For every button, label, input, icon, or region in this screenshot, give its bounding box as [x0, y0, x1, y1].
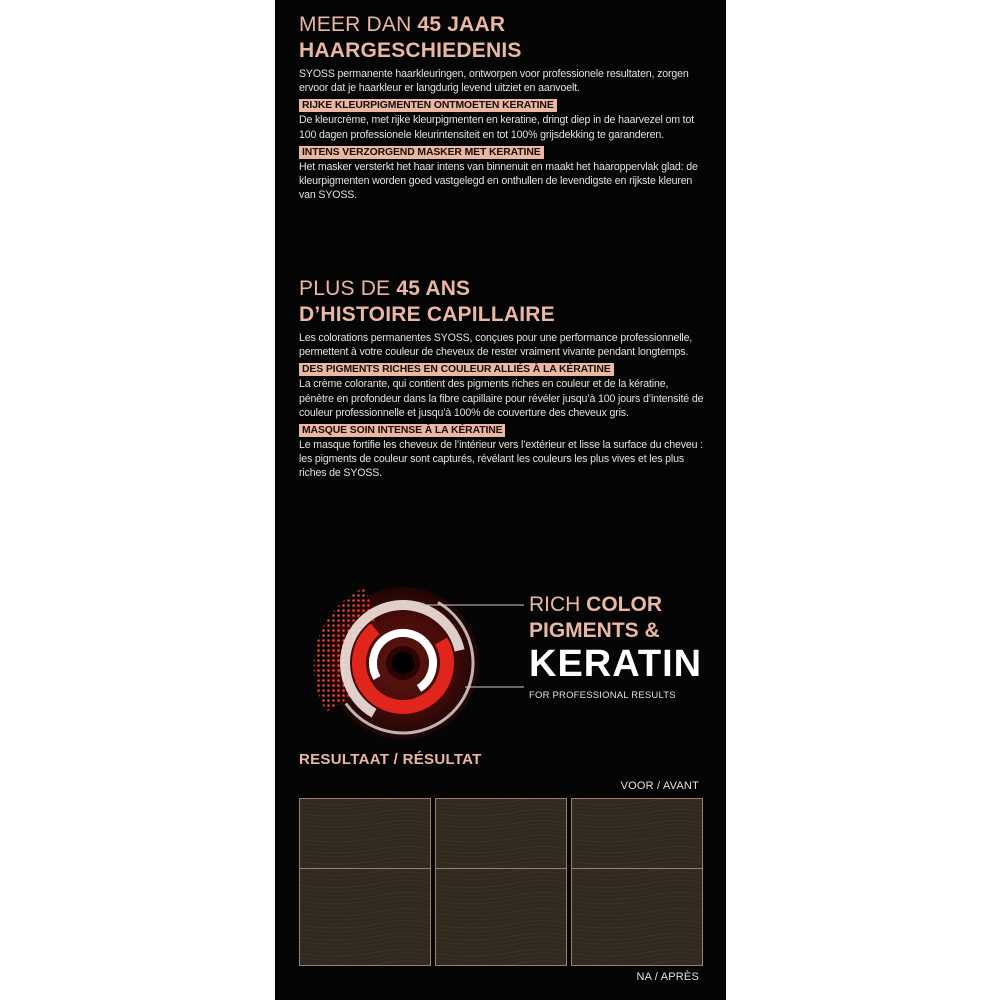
fr-heading-line2: D’HISTOIRE CAPILLAIRE — [299, 303, 555, 326]
fr-section2-text: Le masque fortifie les cheveux de l’intérieur vers l’extérieur et lisse la surface du cheveu : les pigments de couleur sont capturés, révélant les couleurs les plus vives et les plus riches de SYOSS. — [299, 439, 703, 480]
claim-keratin: KERATIN — [529, 643, 703, 685]
nl-section1-title: RIJKE KLEURPIGMENTEN ONTMOETEN KERATINE — [299, 99, 557, 112]
before-label: VOOR / AVANT — [620, 780, 699, 792]
fr-heading-light: PLUS DE — [299, 277, 397, 300]
claim-connector-lines — [420, 596, 530, 696]
fr-section1-text: La crème colorante, qui contient des pigments riches en couleur et de la kératine, pénètre en profondeur dans la fibre capillaire pour révéler jusqu’à 100 jours d’intensité de couleur professionnelle et jusqu’à 100% de couverture des cheveux gris. — [299, 378, 704, 419]
fr-heading — [299, 276, 704, 328]
french-section — [299, 276, 704, 481]
fr-section1-title: DES PIGMENTS RICHES EN COULEUR ALLIÉS À LA KÉRATINE — [299, 363, 614, 376]
claim-line2-bold: PIGMENTS & — [529, 619, 660, 642]
claim-line1-light: RICH — [529, 593, 587, 616]
nl-heading-light: MEER DAN — [299, 13, 418, 36]
hair-swatch-after — [299, 868, 431, 966]
fr-heading-bold: 45 ANS — [396, 277, 471, 300]
claim-tagline: FOR PROFESSIONAL RESULTS — [529, 690, 676, 701]
product-box-back-panel — [275, 0, 726, 1000]
fr-intro: Les colorations permanentes SYOSS, conçues pour une performance professionnelle, permettent à votre couleur de cheveux de rester vraiment vivante pendant longtemps. — [299, 332, 693, 359]
nl-heading — [299, 12, 704, 64]
claim-block — [529, 592, 709, 701]
nl-section1-text: De kleurcrème, met rijke kleurpigmenten en keratine, dringt diep in de haarvezel om tot 100 dagen professionele kleurintensiteit en tot 100% grijsdekking te garanderen. — [299, 114, 695, 141]
fr-section2-title: MASQUE SOIN INTENSE À LA KÉRATINE — [299, 424, 505, 437]
claim-line1-bold: COLOR — [586, 593, 662, 616]
results-heading: RESULTAAT / RÉSULTAT — [299, 751, 482, 768]
nl-section2-title: INTENS VERZORGEND MASKER MET KERATINE — [299, 146, 544, 159]
claim-line2 — [529, 618, 709, 644]
hair-swatch-after — [435, 868, 567, 966]
dutch-section — [299, 12, 704, 202]
hair-swatch-after — [571, 868, 703, 966]
claim-line1 — [529, 592, 709, 618]
nl-heading-bold: 45 JAAR — [417, 13, 506, 36]
after-label: NA / APRÈS — [636, 971, 699, 983]
nl-intro: SYOSS permanente haarkleuringen, ontworpen voor professionele resultaten, zorgen ervoor dat je haarkleur er langdurig levend uitziet en aanvoelt. — [299, 68, 689, 95]
nl-heading-line2: HAARGESCHIEDENIS — [299, 39, 522, 62]
nl-section2-text: Het masker versterkt het haar intens van binnenuit en maakt het haaroppervlak glad: de kleurpigmenten worden goed vastgelegd en onthullen de levendigste en rijkste kleuren van SYOSS. — [299, 160, 698, 202]
